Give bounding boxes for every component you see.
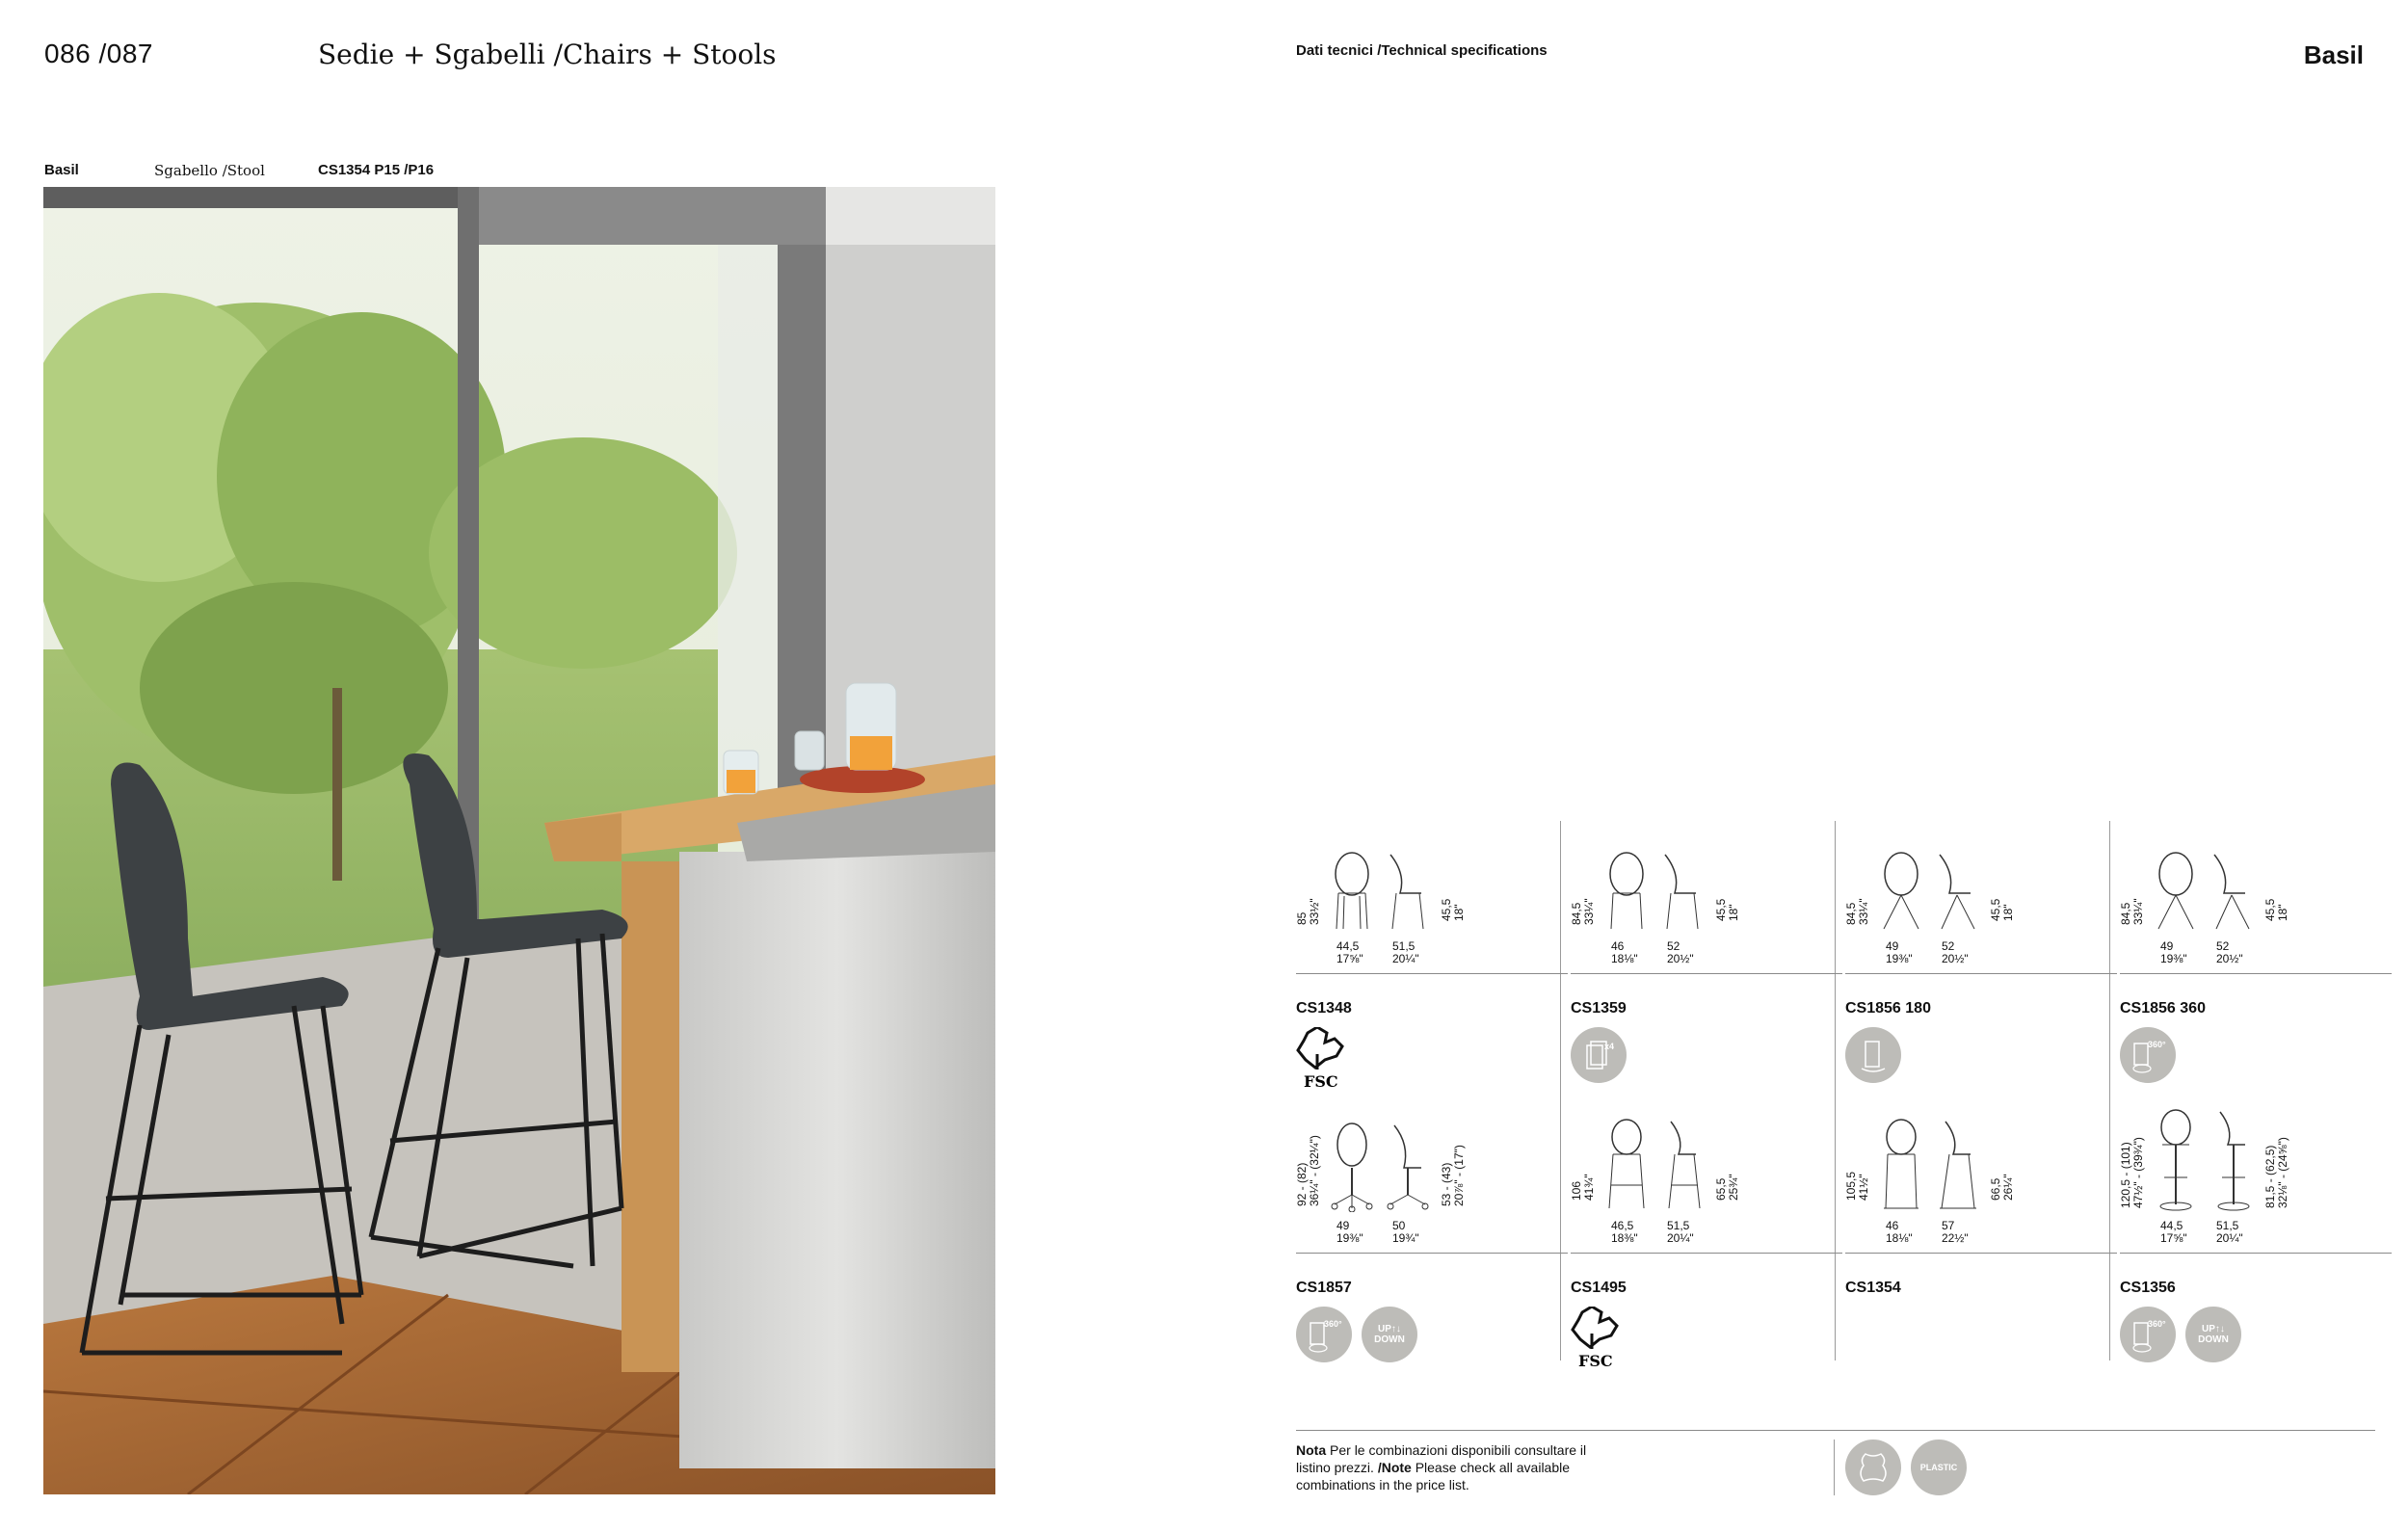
caption-name: Basil [44, 162, 79, 178]
product-cs1359 [1570, 838, 1823, 1051]
chair-technical-drawing: 84,5 33¼" 45,5 18" 49 19⅜" 52 20½" [1845, 838, 2098, 973]
grid-divider [2109, 821, 2110, 1360]
chair-drawing-icon [2155, 850, 2265, 932]
caption-type: Sgabello /Stool [154, 162, 265, 179]
chair-technical-drawing: 120,5 - (101) 47½" - (39¾") 81,5 - (62,5) 32⅛" - (24⅝") 44,5 17⅝" 51,5 20¼" [2120, 1118, 2372, 1253]
stack-x4-icon [1571, 1027, 1627, 1083]
chair-technical-drawing: 105,5 41½" 66,5 26¼" 46 18⅛" 57 22½" [1845, 1118, 2098, 1253]
kitchen-scene-illustration [43, 187, 995, 1494]
product-cs1354 [1844, 1118, 2098, 1296]
chair-technical-drawing: 106 41¾" 65,5 25¾" 46,5 18⅜" 51,5 20¼" [1571, 1118, 1823, 1253]
up-down-icon: UP↑↓ DOWN [1362, 1307, 1417, 1362]
leather-icon [1845, 1440, 1901, 1495]
chair-technical-drawing: 84,5 33¼" 45,5 18" 49 19⅜" 52 20½" [2120, 838, 2372, 973]
collection-title: Basil [2303, 40, 2364, 69]
product-code: CS1856 360 [2120, 1000, 2206, 1017]
product-cs1856-360 [2119, 838, 2372, 1049]
chair-technical-drawing: 84,5 33¼" 45,5 18" 46 18⅛" 52 20½" [1571, 838, 1823, 973]
product-code: CS1356 [2120, 1280, 2176, 1296]
self-return-icon [1845, 1027, 1901, 1083]
plastic-icon: PLASTIC [1911, 1440, 1967, 1495]
stool-drawing-icon [1880, 1118, 1991, 1212]
material-icons [1845, 1440, 1967, 1495]
product-code: CS1856 180 [1845, 1000, 1931, 1017]
note-text: Nota Per le combinazioni disponibili consultare il listino prezzi. /Note Please check all available combinations in the price list. [1296, 1442, 1587, 1492]
caption-code: CS1354 P15 /P16 [318, 162, 435, 178]
svg-text:FSC: FSC [1578, 1352, 1613, 1368]
grid-divider [1560, 821, 1561, 1360]
stool-drawing-icon [1605, 1118, 1716, 1212]
fsc-icon [1296, 1027, 1352, 1089]
fsc-icon [1571, 1307, 1627, 1368]
product-cs1348 [1295, 838, 1548, 1089]
product-code: CS1495 [1571, 1280, 1627, 1296]
swivel-360-icon [2120, 1027, 2176, 1083]
product-cs1356 [2119, 1118, 2372, 1345]
svg-text:x4: x4 [1604, 1042, 1615, 1051]
svg-text:360°: 360° [1324, 1319, 1342, 1329]
product-code: CS1359 [1571, 1000, 1627, 1017]
product-code: CS1857 [1296, 1280, 1352, 1296]
stool-drawing-icon [2155, 1108, 2265, 1214]
chair-technical-drawing: 92 - (82) 36¼" - (32¼") 53 - (43) 20⅞" - (17") 49 19⅜" 50 19¾" [1296, 1118, 1548, 1253]
chair-drawing-icon [1880, 850, 1991, 932]
product-cs1495 [1570, 1118, 1823, 1368]
chair-drawing-icon [1605, 850, 1716, 932]
section-title: Sedie + Sgabelli /Chairs + Stools [318, 39, 777, 70]
product-cs1857 [1295, 1118, 1548, 1345]
chair-technical-drawing: 85 33½" 45,5 18" 44,5 17⅝" 51,5 20¼" [1296, 838, 1548, 973]
chair-drawing-icon [1331, 850, 1442, 932]
note-divider [1296, 1430, 2375, 1431]
page-number: 086 /087 [44, 39, 153, 68]
chair-drawing-icon [1331, 1118, 1442, 1212]
specs-title: Dati tecnici /Technical specifications [1296, 42, 1548, 59]
product-code: CS1348 [1296, 1000, 1352, 1017]
svg-text:360°: 360° [2148, 1319, 2166, 1329]
product-cs1856-180 [1844, 838, 2098, 1017]
swivel-360-icon [2120, 1307, 2176, 1362]
product-code: CS1354 [1845, 1280, 1901, 1296]
note-vertical-divider [1834, 1440, 1835, 1495]
swivel-360-icon [1296, 1307, 1352, 1362]
grid-divider [1835, 821, 1836, 1360]
svg-text:FSC: FSC [1304, 1072, 1338, 1089]
product-photo [43, 187, 995, 1494]
up-down-icon: UP↑↓ DOWN [2185, 1307, 2241, 1362]
svg-text:360°: 360° [2148, 1040, 2166, 1049]
